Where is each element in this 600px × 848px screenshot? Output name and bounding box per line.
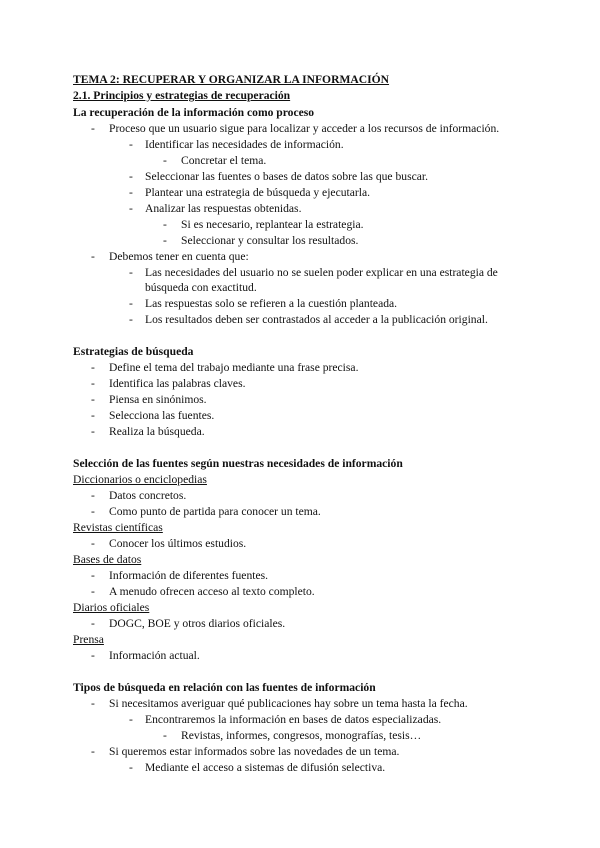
press-label: Prensa xyxy=(73,633,104,646)
bullet-dash: - xyxy=(129,138,133,151)
list-item: Información de diferentes fuentes. xyxy=(109,569,269,582)
bullet-dash: - xyxy=(91,617,95,630)
document-title: TEMA 2: RECUPERAR Y ORGANIZAR LA INFORMACIÓN xyxy=(73,73,390,86)
list-item: Revistas, informes, congresos, monografías, tesis… xyxy=(181,729,422,742)
bullet-dash: - xyxy=(129,713,133,726)
bullet-dash: - xyxy=(163,234,167,247)
bullet-dash: - xyxy=(91,250,95,263)
list-item: Piensa en sinónimos. xyxy=(109,393,207,406)
list-item: Conocer los últimos estudios. xyxy=(109,537,247,550)
list-item: Como punto de partida para conocer un tema. xyxy=(109,505,321,518)
bullet-dash: - xyxy=(91,585,95,598)
list-item: Mediante el acceso a sistemas de difusión selectiva. xyxy=(145,761,386,774)
list-item: Plantear una estrategia de búsqueda y ejecutarla. xyxy=(145,186,371,199)
list-item: A menudo ofrecen acceso al texto completo. xyxy=(109,585,315,598)
list-item: Define el tema del trabajo mediante una frase precisa. xyxy=(109,361,359,374)
bullet-dash: - xyxy=(129,186,133,199)
list-item: Identifica las palabras claves. xyxy=(109,377,246,390)
list-item: Debemos tener en cuenta que: xyxy=(109,250,249,263)
list-item: DOGC, BOE y otros diarios oficiales. xyxy=(109,617,286,630)
bullet-dash: - xyxy=(91,489,95,502)
list-item: Encontraremos la información en bases de datos especializadas. xyxy=(145,713,442,726)
list-item: Si necesitamos averiguar qué publicaciones hay sobre un tema hasta la fecha. xyxy=(109,697,468,710)
bullet-dash: - xyxy=(163,218,167,231)
bullet-dash: - xyxy=(129,266,133,279)
bullet-dash: - xyxy=(91,409,95,422)
bullet-dash: - xyxy=(91,361,95,374)
bullet-dash: - xyxy=(91,537,95,550)
list-item: Información actual. xyxy=(109,649,200,662)
bullet-dash: - xyxy=(163,729,167,742)
list-item: Realiza la búsqueda. xyxy=(109,425,205,438)
list-item: Identificar las necesidades de información. xyxy=(145,138,344,151)
list-item: Si queremos estar informados sobre las novedades de un tema. xyxy=(109,745,400,758)
list-item: Seleccionar y consultar los resultados. xyxy=(181,234,359,247)
bullet-dash: - xyxy=(129,313,133,326)
selection-heading: Selección de las fuentes según nuestras necesidades de información xyxy=(73,457,403,470)
databases-label: Bases de datos xyxy=(73,553,142,566)
bullet-dash: - xyxy=(91,745,95,758)
bullet-dash: - xyxy=(129,202,133,215)
bullet-dash: - xyxy=(91,393,95,406)
bullet-dash: - xyxy=(91,122,95,135)
list-item: Si es necesario, replantear la estrategia. xyxy=(181,218,364,231)
recovery-heading: La recuperación de la información como proceso xyxy=(73,106,315,119)
bullet-dash: - xyxy=(91,649,95,662)
section-heading: 2.1. Principios y estrategias de recuperación xyxy=(73,89,291,102)
list-item: Datos concretos. xyxy=(109,489,187,502)
bullet-dash: - xyxy=(91,425,95,438)
bullet-dash: - xyxy=(129,761,133,774)
list-item: Selecciona las fuentes. xyxy=(109,409,215,422)
bullet-dash: - xyxy=(91,377,95,390)
list-item-continuation: búsqueda con exactitud. xyxy=(145,281,257,294)
list-item: Los resultados deben ser contrastados al acceder a la publicación original. xyxy=(145,313,488,326)
list-item: Proceso que un usuario sigue para localizar y acceder a los recursos de información. xyxy=(109,122,500,135)
types-heading: Tipos de búsqueda en relación con las fuentes de información xyxy=(73,681,376,694)
bullet-dash: - xyxy=(129,170,133,183)
list-item: Analizar las respuestas obtenidas. xyxy=(145,202,302,215)
dictionaries-label: Diccionarios o enciclopedias xyxy=(73,473,207,486)
bullet-dash: - xyxy=(91,505,95,518)
bullet-dash: - xyxy=(91,569,95,582)
official-gazettes-label: Diarios oficiales xyxy=(73,601,150,614)
bullet-dash: - xyxy=(91,697,95,710)
list-item: Las respuestas solo se refieren a la cuestión planteada. xyxy=(145,297,398,310)
list-item: Concretar el tema. xyxy=(181,154,267,167)
journals-label: Revistas científicas xyxy=(73,521,163,534)
bullet-dash: - xyxy=(129,297,133,310)
list-item: Seleccionar las fuentes o bases de datos sobre las que buscar. xyxy=(145,170,428,183)
strategies-heading: Estrategias de búsqueda xyxy=(73,345,194,358)
bullet-dash: - xyxy=(163,154,167,167)
list-item: Las necesidades del usuario no se suelen poder explicar en una estrategia de xyxy=(145,266,498,279)
